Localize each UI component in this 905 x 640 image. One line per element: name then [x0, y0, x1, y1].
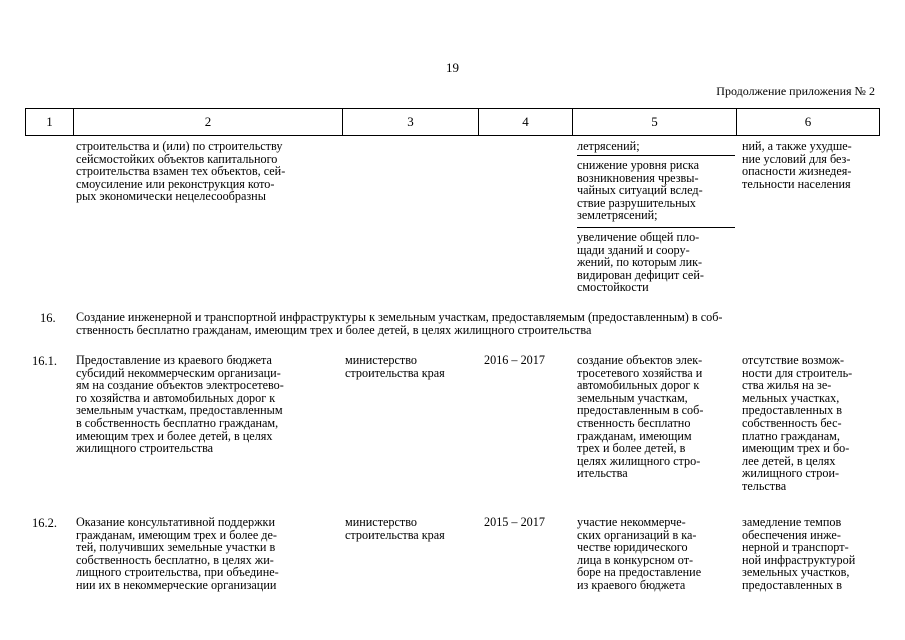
row-16-1-number: 16.1.	[32, 354, 57, 368]
table-header-row	[25, 108, 880, 136]
carryover-result-item-1: летрясений;	[577, 139, 640, 153]
header-col-2: 2	[204, 114, 212, 129]
row-16-1-executor: министерство строительства края	[345, 353, 445, 380]
row-16-1-period: 2016 – 2017	[484, 353, 545, 367]
continuation-note: Продолжение приложения № 2	[716, 84, 875, 98]
row-16-1-result: создание объектов элек- тросетевого хозяйства и автомобильных дорог к земельным участкам, предоставленным в соб- ственность бесплатно гражданам, имеющим трех и более детей, в целях жилищного стро- ительства	[577, 353, 704, 481]
page-number: 19	[446, 60, 459, 75]
row-16-1-consequence: отсутствие возмож- ности для строитель- ства жилья на зе- мельных участках, предоставленных в собственность бес- платно гражданам, имеющим трех и бо- лее детей, в целях жилищного строи- тельства	[742, 353, 853, 493]
carryover-result-item-3: увеличение общей пло- щади зданий и соору- жений, по которым лик- видирован дефицит сей- смостойкости	[577, 227, 735, 294]
row-16-2-measure: Оказание консультативной поддержки гражданам, имеющим трех и более де- тей, получивших земельные участки в собственность бесплатно, в целях жи- лищного строительства, при объедине- нии их в некоммерческие организации	[76, 515, 279, 592]
header-col-6: 6	[804, 114, 812, 129]
row-16-2-period: 2015 – 2017	[484, 515, 545, 529]
header-col-4: 4	[522, 114, 529, 129]
row-16-1-measure: Предоставление из краевого бюджета субсидий некоммерческим организаци- ям на создание объектов электросетево- го хозяйства и автомобильных дорог к земельным участкам, предоставленным в собственность бесплатно гражданам, имеющим трех и более детей, в целях жилищного строительства	[76, 353, 284, 456]
header-col-3: 3	[407, 114, 414, 129]
header-col-1: 1	[46, 114, 53, 129]
row-16-2-result: участие некоммерче- ских организаций в ка- честве юридического лица в конкурсном от- боре на предоставление из краевого бюджета	[577, 515, 702, 592]
section-16-number: 16.	[40, 311, 56, 325]
section-16-title: Создание инженерной и транспортной инфраструктуры к земельным участкам, предоставляемым (предоставленным) в соб- ственность бесплатно гражданам, имеющим трех и более детей, в целях жилищного строительства	[76, 310, 723, 337]
carryover-result-item-2: снижение уровня риска возникновения чрезвы- чайных ситуаций вслед- ствие разрушительных землетрясений;	[577, 155, 735, 222]
carryover-measure-text: строительства и (или) по строительству сейсмостойких объектов капитального строительства взамен тех объектов, сей- смоусиление или реконструкция кото- рых экономически нецелесообразны	[76, 139, 286, 204]
row-16-2-executor: министерство строительства края	[345, 515, 445, 542]
row-16-2-consequence: замедление темпов обеспечения инже- нерной и транспорт- ной инфраструктурой земельных участков, предоставленных в	[742, 515, 856, 592]
header-col-5: 5	[651, 114, 658, 129]
row-16-2-number: 16.2.	[32, 516, 57, 530]
carryover-consequence-text: ний, а также ухудше- ние условий для без- опасности жизнедея- тельности населения	[742, 139, 852, 191]
